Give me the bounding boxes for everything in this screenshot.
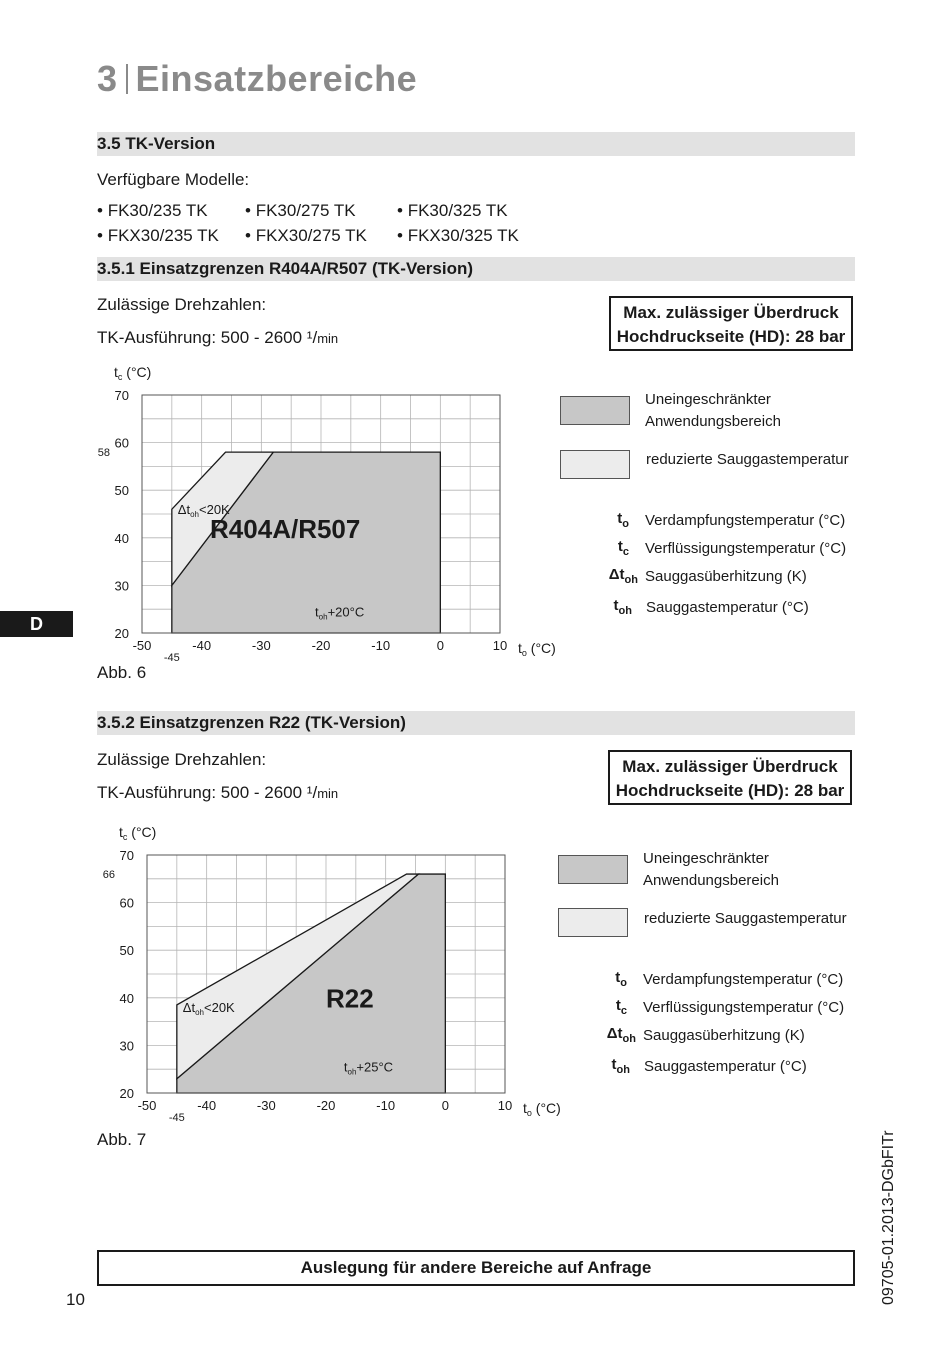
x-axis-label: $t_o$ (°C): [518, 640, 556, 658]
symbol-dtoh: $\Delta t_{oh}$: [606, 1025, 636, 1045]
x-tick-label: -20: [316, 1098, 336, 1113]
model-item: • FK30/275 TK: [245, 201, 356, 220]
symbol-desc-dtoh: Sauggasüberhitzung (K): [645, 568, 807, 585]
x-tick-label: -10: [376, 1098, 396, 1113]
symbol-desc-to: Verdampfungstemperatur (°C): [643, 971, 844, 988]
symbol-desc-to: Verdampfungstemperatur (°C): [645, 512, 846, 529]
y-tick-label: 70: [114, 388, 129, 403]
page-number: 10: [66, 1290, 85, 1309]
y-axis-label: $t_c$ (°C): [114, 364, 152, 382]
annotation-suction-temp: $t_{oh}+20^\circ C$: [315, 604, 365, 622]
symbol-to: $t_o$: [615, 969, 627, 989]
chapter-title: [97, 58, 417, 100]
max-pressure-line2: Hochdruckseite (HD): 28 bar: [615, 781, 845, 800]
chapter-separator: [126, 64, 128, 94]
footer-note: Auslegung für andere Bereiche auf Anfrage: [97, 1250, 855, 1286]
y-axis-label: $t_c$ (°C): [119, 824, 157, 842]
chapter-name: Einsatzbereiche: [135, 58, 418, 99]
x-tick-label: 10: [497, 1098, 513, 1113]
x-tick-label: -50: [132, 638, 152, 653]
model-item: • FKX30/325 TK: [397, 226, 519, 245]
symbol-to: $t_o$: [617, 510, 629, 530]
models-list: [97, 198, 545, 248]
legend-label-reduced: reduzierte Sauggastemperatur: [644, 910, 847, 927]
model-item: • FKX30/275 TK: [245, 226, 367, 245]
model-item: • FK30/325 TK: [397, 201, 508, 220]
symbol-tc: $t_c$: [617, 538, 629, 558]
symbol-desc-toh: Sauggastemperatur (°C): [644, 1058, 807, 1075]
symbol-desc-toh: Sauggastemperatur (°C): [646, 599, 809, 616]
symbol-tc: $t_c$: [615, 997, 627, 1017]
x-tick-label: -10: [371, 638, 391, 653]
x-tick-label: 0: [441, 1098, 449, 1113]
chart-r404a: [90, 355, 570, 670]
speeds-label: Zulässige Drehzahlen:: [97, 295, 267, 314]
y-tick-label: 70: [119, 848, 134, 863]
legend-swatch-reduced: [558, 908, 628, 937]
symbol-desc-tc: Verflüssigungstemperatur (°C): [645, 540, 847, 557]
speeds-label: Zulässige Drehzahlen:: [97, 750, 267, 769]
section-heading-3-5: 3.5 TK-Version: [97, 132, 855, 156]
annotation-suction-temp: $t_{oh}+25^\circ C$: [343, 1059, 394, 1077]
annotation-superheat: $\Delta t_{oh}<20K$: [177, 502, 230, 519]
symbol-desc-dtoh: Sauggasüberhitzung (K): [643, 1027, 805, 1044]
x-tick-label: -50: [137, 1098, 157, 1113]
y-tick-label: 20: [114, 626, 129, 641]
annotation-superheat: $\Delta t_{oh}<20K$: [182, 1000, 235, 1018]
y-extra-tick-label: 58: [97, 447, 110, 460]
x-tick-label: -40: [192, 638, 212, 653]
figure-caption-abb6: Abb. 6: [97, 663, 147, 682]
figure-caption-abb7: Abb. 7: [97, 1130, 147, 1149]
symbol-dtoh: $\Delta t_{oh}$: [608, 566, 638, 586]
max-pressure-box: [608, 750, 852, 805]
document-id: 09705-01.2013-DGbFITr: [880, 1130, 897, 1305]
max-pressure-line2: Hochdruckseite (HD): 28 bar: [616, 327, 846, 346]
language-tab: D: [0, 611, 73, 637]
y-tick-label: 50: [114, 483, 129, 499]
x-axis-label: $t_o$ (°C): [523, 1100, 561, 1118]
x-tick-label: 0: [436, 638, 444, 653]
y-tick-label: 20: [119, 1086, 134, 1101]
speeds-value: TK-Ausführung: 500 - 2600 ¹/min: [97, 783, 339, 802]
y-tick-label: 40: [119, 990, 134, 1006]
x-tick-label: -30: [256, 1098, 276, 1113]
x-tick-label: -40: [197, 1098, 217, 1113]
chart-title: R404A/R507: [210, 513, 361, 544]
symbol-desc-tc: Verflüssigungstemperatur (°C): [643, 999, 845, 1016]
max-pressure-line1: Max. zulässiger Überdruck: [622, 757, 838, 776]
x-extra-tick-label: -45: [163, 652, 180, 664]
models-row: [97, 198, 545, 223]
x-extra-tick-label: -45: [168, 1112, 185, 1124]
x-tick-label: -20: [311, 638, 331, 653]
symbol-toh: $t_{oh}$: [613, 597, 632, 617]
y-tick-label: 30: [114, 578, 129, 594]
model-item: • FKX30/235 TK: [97, 226, 219, 245]
chart-title: R22: [326, 983, 374, 1014]
section-heading-3-5-2: 3.5.2 Einsatzgrenzen R22 (TK-Version): [97, 711, 855, 735]
section-heading-3-5-1: 3.5.1 Einsatzgrenzen R404A/R507 (TK-Version): [97, 257, 855, 281]
speeds-value: TK-Ausführung: 500 - 2600 ¹/min: [97, 328, 339, 347]
y-tick-label: 40: [114, 530, 129, 546]
x-tick-label: 10: [492, 638, 508, 653]
max-pressure-box: [609, 296, 853, 351]
y-tick-label: 60: [119, 895, 134, 911]
models-label: Verfügbare Modelle:: [97, 170, 250, 189]
legend-label-reduced: reduzierte Sauggastemperatur: [646, 451, 849, 468]
legend-label-unrestricted: Uneingeschränkter Anwendungsbereich: [643, 850, 779, 889]
legend-label-unrestricted: Uneingeschränkter Anwendungsbereich: [645, 391, 781, 430]
x-tick-label: -30: [251, 638, 271, 653]
y-tick-label: 30: [119, 1038, 134, 1054]
legend-swatch-unrestricted: [558, 855, 628, 884]
y-tick-label: 60: [114, 435, 129, 451]
legend-swatch-reduced: [560, 450, 630, 479]
y-extra-tick-label: 66: [102, 869, 115, 882]
y-tick-label: 50: [119, 943, 134, 959]
chapter-number: 3: [97, 58, 118, 99]
chart-r22: [95, 815, 575, 1130]
model-item: • FK30/235 TK: [97, 201, 208, 220]
max-pressure-line1: Max. zulässiger Überdruck: [623, 303, 839, 322]
models-row: [97, 223, 545, 248]
symbol-toh: $t_{oh}$: [611, 1056, 630, 1076]
legend-swatch-unrestricted: [560, 396, 630, 425]
